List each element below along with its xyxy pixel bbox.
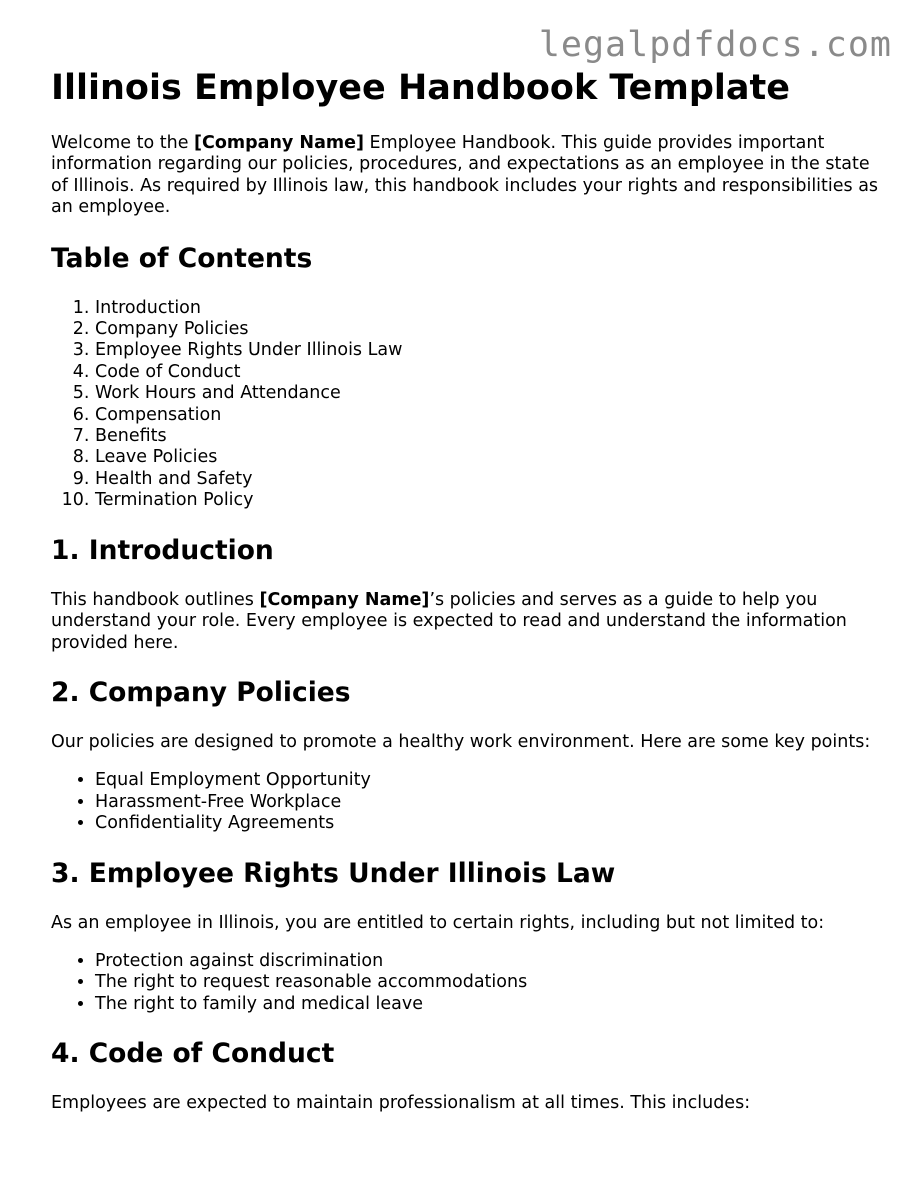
toc-item: 1. Introduction [95,298,881,319]
toc-item: 4. Code of Conduct [95,362,881,383]
list-item: • Confidentiality Agreements [95,813,881,834]
toc-heading: Table of Contents [51,242,313,274]
list-item: • The right to family and medical leave [95,994,881,1015]
toc-list [51,298,881,512]
section-2-list [51,770,881,834]
toc-item: 8. Leave Policies [95,447,881,468]
section-3-paragraph: As an employee in Illinois, you are entitled to certain rights, including but not limited to: [51,912,825,933]
toc-item: 9. Health and Safety [95,469,881,490]
section-3-heading: 3. Employee Rights Under Illinois Law [51,857,616,889]
section-1-text-end: ’s policies and serves as a guide to help you understand your role. Every employee is expected to read and understand the information provided here. [51,589,847,653]
toc-item: 5. Work Hours and Attendance [95,383,881,404]
list-item: • Harassment-Free Workplace [95,792,881,813]
watermark: legalpdfdocs.com [538,25,892,65]
document-title: Illinois Employee Handbook Template [51,68,790,108]
intro-paragraph [51,133,881,219]
intro-text-end: Employee Handbook. This guide provides important information regarding our policies, procedures, and expectations as an employee in the state of Illinois. As required by Illinois law, this handbook includes your rights and responsibilities as an employee. [51,133,879,218]
toc-item: 6. Compensation [95,405,881,426]
company-name-placeholder: [Company Name] [194,133,364,153]
list-item: • The right to request reasonable accommodations [95,972,881,993]
list-item: • Protection against discrimination [95,951,881,972]
section-1-text-start: This handbook outlines [51,589,260,610]
document-page [51,0,881,1115]
section-1-heading: 1. Introduction [51,534,274,566]
toc-item: 7. Benefits [95,426,881,447]
toc-item: 10. Termination Policy [95,490,881,511]
section-4-heading: 4. Code of Conduct [51,1038,335,1070]
intro-text-start: Welcome to the [51,133,195,153]
list-item: • Equal Employment Opportunity [95,770,881,791]
section-2-paragraph: Our policies are designed to promote a healthy work environment. Here are some key points: [51,731,871,752]
section-3-list [51,951,881,1015]
section-2-heading: 2. Company Policies [51,676,351,708]
company-name-placeholder: [Company Name] [259,589,430,610]
section-1-paragraph [51,590,881,654]
toc-item: 2. Company Policies [95,319,881,340]
toc-item: 3. Employee Rights Under Illinois Law [95,340,881,361]
section-4-paragraph: Employees are expected to maintain professionalism at all times. This includes: [51,1093,751,1114]
